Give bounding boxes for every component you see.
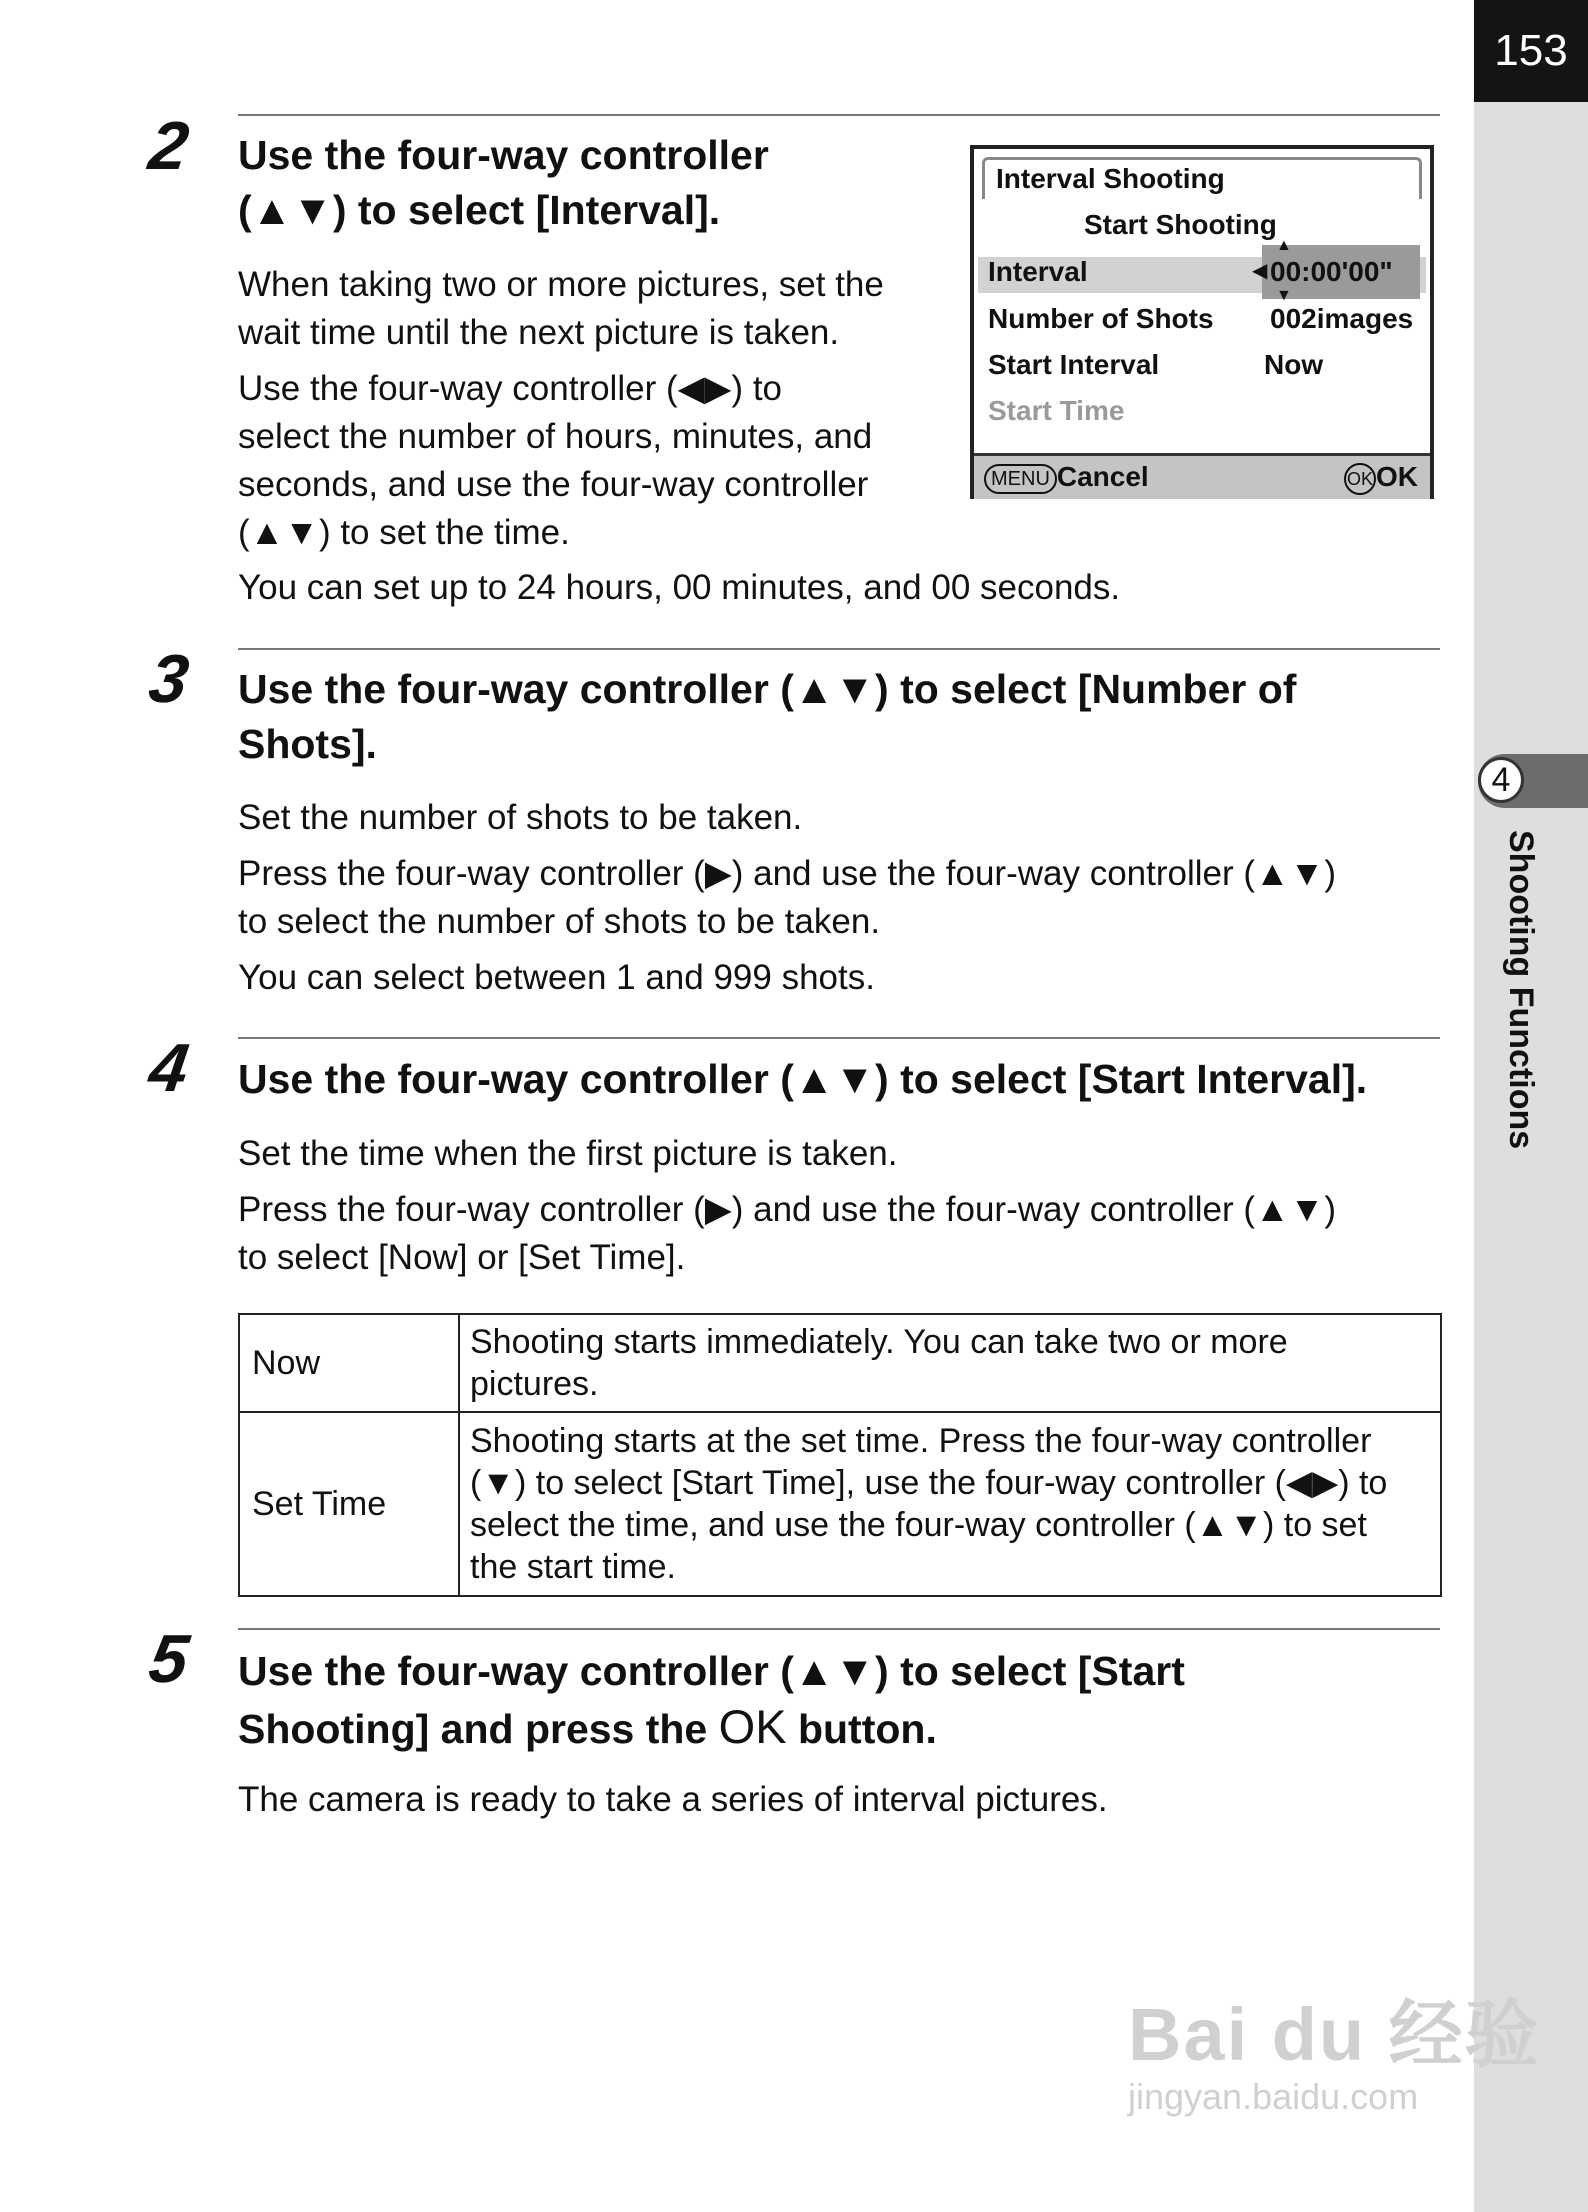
step-number: 4 bbox=[144, 1030, 194, 1106]
step-paragraph: Set the time when the first picture is taken. bbox=[238, 1134, 898, 1173]
section-divider bbox=[238, 1037, 1440, 1039]
lcd-title: Interval Shooting bbox=[996, 163, 1225, 194]
step-paragraph: Set the number of shots to be taken. bbox=[238, 798, 803, 837]
section-divider bbox=[238, 1628, 1440, 1630]
lcd-row-label: Number of Shots bbox=[988, 303, 1214, 334]
baidu-watermark: Bai du 经验 jingyan.baidu.com bbox=[1128, 1993, 1541, 2117]
ok-button-glyph: OK bbox=[718, 1700, 787, 1753]
lcd-bottom-bar bbox=[974, 453, 1430, 499]
page-number: 153 bbox=[1474, 0, 1588, 102]
step-paragraph: Press the four-way controller (▶) and use the four-way controller (▲▼) to select the number of shots to be taken. bbox=[238, 854, 1336, 941]
step-paragraph: Use the four-way controller (◀▶) to select the number of hours, minutes, and seconds, and use the four-way controller (▲▼) to set the time. bbox=[238, 369, 873, 552]
menu-key-icon: MENU bbox=[984, 464, 1057, 494]
step-number: 2 bbox=[144, 108, 194, 184]
step-paragraph: You can select between 1 and 999 shots. bbox=[238, 958, 875, 997]
lcd-cancel-label: Cancel bbox=[1056, 461, 1149, 492]
table-value: Shooting starts immediately. You can take two or more pictures. bbox=[459, 1314, 1441, 1412]
lcd-row-value: 00:00'00" bbox=[1270, 256, 1393, 287]
lcd-ok-label: OK bbox=[1376, 461, 1418, 492]
left-arrow-icon: ◀ bbox=[1252, 260, 1268, 282]
section-divider bbox=[238, 114, 1440, 116]
lcd-row-label-disabled: Start Time bbox=[988, 395, 1125, 426]
table-value: Shooting starts at the set time. Press the four-way controller (▼) to select [Start Time], use the four-way controller (◀▶) to select the time, and use the four-way controller (▲▼) to set the start time. bbox=[459, 1412, 1441, 1596]
table-key: Now bbox=[239, 1314, 459, 1412]
up-arrow-icon: ▲ bbox=[1276, 237, 1292, 254]
chapter-title: Shooting Functions bbox=[1502, 830, 1540, 1150]
step-number: 3 bbox=[144, 641, 194, 717]
down-arrow-icon: ▼ bbox=[1276, 287, 1292, 304]
step-heading: Use the four-way controller (▲▼) to select [Interval]. bbox=[238, 132, 769, 233]
table-row bbox=[239, 1314, 1441, 1412]
table-key: Set Time bbox=[239, 1412, 459, 1596]
table-row bbox=[239, 1412, 1441, 1596]
section-divider bbox=[238, 648, 1440, 650]
step-paragraph: The camera is ready to take a series of interval pictures. bbox=[238, 1780, 1108, 1819]
lcd-row-label: Interval bbox=[988, 256, 1088, 287]
lcd-row-value: 002images bbox=[1270, 303, 1414, 334]
ok-key-icon: OK bbox=[1344, 463, 1376, 495]
step-paragraph: You can set up to 24 hours, 00 minutes, and 00 seconds. bbox=[238, 568, 1121, 607]
lcd-start-shooting: Start Shooting bbox=[1084, 209, 1277, 240]
start-interval-options-table bbox=[238, 1313, 1442, 1597]
step-heading: Use the four-way controller (▲▼) to select [Start Interval]. bbox=[238, 1056, 1368, 1102]
step-number: 5 bbox=[144, 1621, 194, 1697]
lcd-row-label: Start Interval bbox=[988, 349, 1160, 380]
step-paragraph: When taking two or more pictures, set the wait time until the next picture is taken. bbox=[238, 265, 884, 352]
camera-lcd-screen bbox=[970, 145, 1434, 499]
chapter-number: 4 bbox=[1478, 757, 1524, 803]
step-heading: Use the four-way controller (▲▼) to select [Number of Shots]. bbox=[238, 666, 1297, 767]
step-heading: Use the four-way controller (▲▼) to select [Start Shooting] and press the OK button. bbox=[238, 1648, 1185, 1753]
lcd-row-value: Now bbox=[1264, 349, 1324, 380]
step-paragraph: Press the four-way controller (▶) and use the four-way controller (▲▼) to select [Now] or [Set Time]. bbox=[238, 1190, 1336, 1277]
